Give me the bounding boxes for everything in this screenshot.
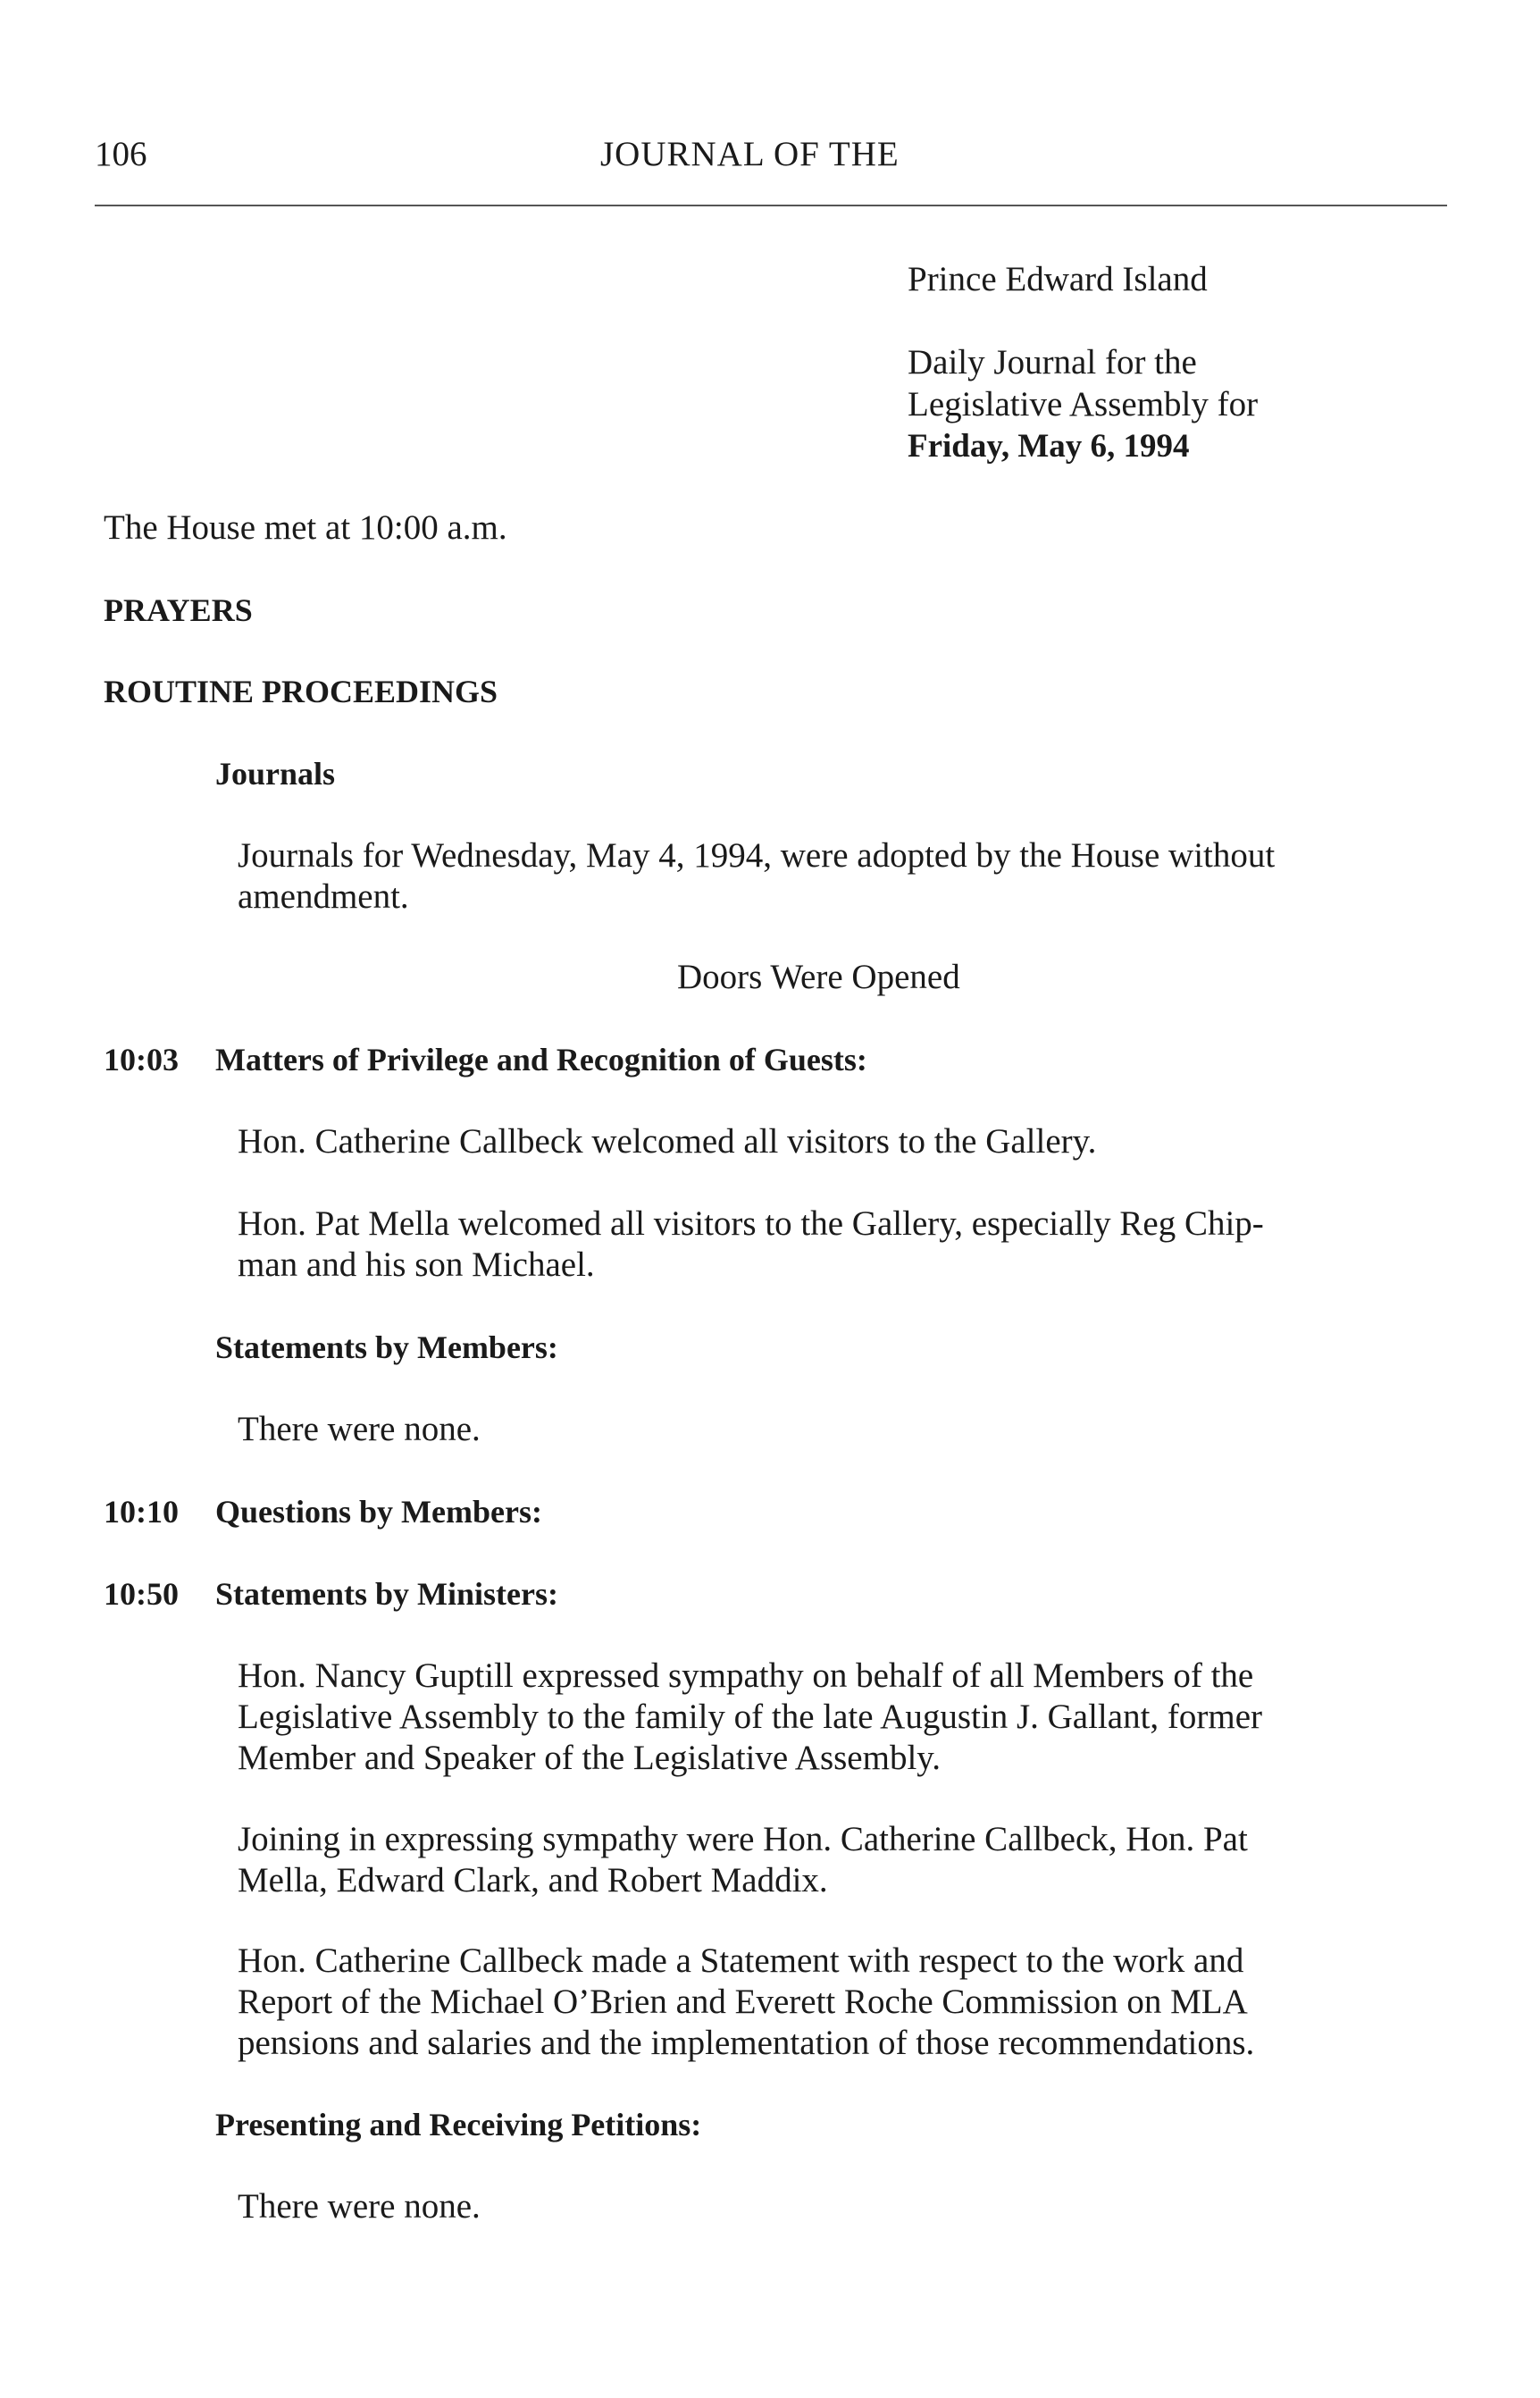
time-stamp-1010: 10:10 — [104, 1494, 179, 1530]
province-name: Prince Edward Island — [908, 260, 1208, 298]
journal-line-1: Daily Journal for the — [908, 343, 1197, 382]
time-stamp-1050: 10:50 — [104, 1576, 179, 1612]
ministers-heading: Statements by Ministers: — [215, 1576, 558, 1612]
ministers-p1-line-3: Member and Speaker of the Legislative Assembly. — [238, 1739, 942, 1777]
petitions-text: There were none. — [238, 2187, 481, 2226]
journals-line-2: amendment. — [238, 877, 409, 916]
statements-members-text: There were none. — [238, 1410, 481, 1448]
journal-line-2: Legislative Assembly for — [908, 385, 1259, 423]
time-stamp-1003: 10:03 — [104, 1042, 179, 1077]
doors-opened-line: Doors Were Opened — [677, 958, 960, 996]
ministers-p2-line-2: Mella, Edward Clark, and Robert Maddix. — [238, 1861, 828, 1899]
house-met-line: The House met at 10:00 a.m. — [104, 508, 507, 547]
ministers-p1-line-1: Hon. Nancy Guptill expressed sympathy on behalf of all Members of the — [238, 1656, 1254, 1695]
ministers-p3-line-1: Hon. Catherine Callbeck made a Statement with respect to the work and — [238, 1941, 1244, 1980]
ministers-p3-line-3: pensions and salaries and the implementation of those recommendations. — [238, 2024, 1255, 2062]
page-number: 106 — [95, 135, 147, 173]
ministers-p3-line-2: Report of the Michael O’Brien and Everett Roche Commission on MLA — [238, 1983, 1248, 2021]
ministers-paragraph-1 — [238, 1656, 1449, 1779]
routine-proceedings-heading: ROUTINE PROCEEDINGS — [104, 674, 498, 709]
journals-heading: Journals — [215, 756, 336, 792]
journals-line-1: Journals for Wednesday, May 4, 1994, were adopted by the House without — [238, 836, 1276, 875]
statements-members-heading: Statements by Members: — [215, 1329, 558, 1365]
questions-heading: Questions by Members: — [215, 1494, 542, 1530]
privilege-paragraph-1: Hon. Catherine Callbeck welcomed all visitors to the Gallery. — [238, 1122, 1097, 1161]
ministers-p1-line-2: Legislative Assembly to the family of the late Augustin J. Gallant, former — [238, 1698, 1263, 1736]
ministers-p2-line-1: Joining in expressing sympathy were Hon. Catherine Callbeck, Hon. Pat — [238, 1820, 1248, 1858]
ministers-paragraph-2 — [238, 1819, 1449, 1901]
privilege-paragraph-2 — [238, 1203, 1449, 1286]
ministers-paragraph-3 — [238, 1941, 1449, 2064]
privilege-heading: Matters of Privilege and Recognition of Guests: — [215, 1042, 867, 1077]
journal-date: Friday, May 6, 1994 — [908, 428, 1190, 465]
running-title: JOURNAL OF THE — [600, 135, 900, 173]
petitions-heading: Presenting and Receiving Petitions: — [215, 2107, 702, 2142]
journals-paragraph — [238, 835, 1449, 918]
privilege-p2-line-2: man and his son Michael. — [238, 1245, 595, 1284]
header-rule — [95, 205, 1447, 206]
privilege-p2-line-1: Hon. Pat Mella welcomed all visitors to the Gallery, especially Reg Chip- — [238, 1204, 1264, 1243]
prayers-heading: PRAYERS — [104, 592, 253, 628]
